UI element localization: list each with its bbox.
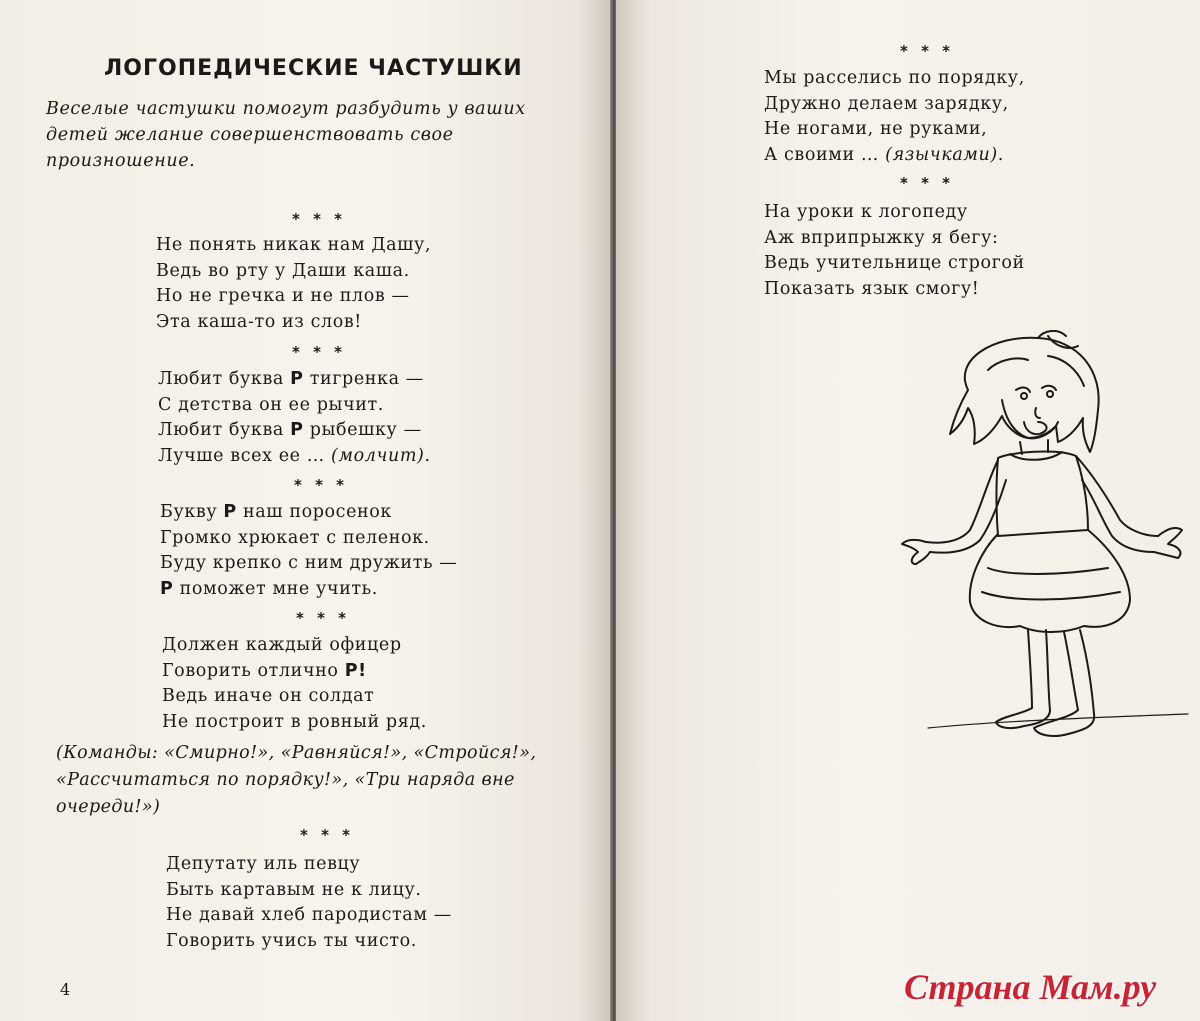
verse-text: наш поросенок xyxy=(236,502,392,522)
verse-line xyxy=(158,444,431,470)
verse-line: Не построит в ровный ряд. xyxy=(162,711,427,732)
verse-line xyxy=(158,418,431,444)
verse-line: Аж вприпрыжку я бегу: xyxy=(764,227,999,248)
verse-line: Мы расселись по порядку, xyxy=(764,68,1025,88)
stanza-separator: * * * xyxy=(294,476,348,494)
verse-line: На уроки к логопеду xyxy=(764,202,968,222)
verse-line: Но не гречка и не плов — xyxy=(156,286,410,306)
verse-line xyxy=(160,577,457,603)
page-title: ЛОГОПЕДИЧЕСКИЕ ЧАСТУШКИ xyxy=(104,56,523,81)
verse-text: поможет мне учить. xyxy=(173,578,378,599)
stanza-separator: * * * xyxy=(292,343,346,361)
verse-line: Громко хрюкает с пеленок. xyxy=(160,527,430,548)
verse-line: Дружно делаем зарядку, xyxy=(764,93,1009,114)
bold-letter: Р xyxy=(290,369,304,389)
italic-answer: (язычками) xyxy=(885,144,998,165)
stanza xyxy=(162,633,427,735)
site-watermark: Страна Мам.ру xyxy=(904,967,1157,1007)
verse-line: Не давай хлеб пародистам — xyxy=(166,905,452,925)
verse-line: Должен каждый офицер xyxy=(162,635,402,655)
verse-text: Любит буква xyxy=(158,420,291,440)
girl-illustration xyxy=(898,330,1198,750)
commands-note: (Команды: «Смирно!», «Равняйся!», «Стройся!», «Рассчитаться по порядку!», «Три наряда вне очереди!») xyxy=(56,743,537,817)
verse-line xyxy=(160,500,457,526)
verse-line xyxy=(764,143,1025,169)
verse-line: Ведь иначе он солдат xyxy=(162,686,375,706)
verse-text: Любит буква xyxy=(158,369,291,389)
stanza xyxy=(764,200,1025,302)
verse-line: С детства он ее рычит. xyxy=(158,394,384,415)
verse-line: Депутату иль певцу xyxy=(166,854,361,874)
verse-line xyxy=(162,659,427,685)
verse-text: рыбешку — xyxy=(303,420,422,440)
stanza-separator: * * * xyxy=(900,174,954,192)
verse-line: Показать язык смогу! xyxy=(764,278,980,299)
verse-line: Эта каша-то из слов! xyxy=(156,311,362,332)
verse-line: Быть картавым не к лицу. xyxy=(166,879,422,900)
verse-text: А своими … xyxy=(764,144,886,165)
stanza-separator: * * * xyxy=(296,609,350,627)
stanza xyxy=(166,852,452,954)
verse-line: Ведь учительнице строгой xyxy=(764,253,1025,273)
verse-line: Не ногами, не руками, xyxy=(764,119,988,139)
stanza-separator: * * * xyxy=(900,42,954,60)
verse-line: Буду крепко с ним дружить — xyxy=(160,553,458,573)
verse-text: Лучше всех ее … xyxy=(158,445,332,466)
bold-letter: Р xyxy=(223,502,237,522)
verse-line xyxy=(158,367,431,393)
verse-line: Говорить учись ты чисто. xyxy=(166,930,417,951)
verse-text: Букву xyxy=(160,502,224,522)
bold-letter: Р xyxy=(160,578,174,599)
verse-text: . xyxy=(424,445,431,466)
stanza xyxy=(156,233,431,335)
verse-line: Не понять никак нам Дашу, xyxy=(156,235,432,255)
stanza-separator: * * * xyxy=(300,826,354,844)
italic-answer: (молчит) xyxy=(331,445,425,466)
bold-letter: Р xyxy=(290,420,304,440)
intro-text: Веселые частушки помогут разбудить у ваших детей желание совершенствовать свое произношение. xyxy=(46,99,526,171)
stanza-separator: * * * xyxy=(292,210,346,228)
stanza xyxy=(160,500,457,602)
verse-text: . xyxy=(997,144,1004,165)
bold-letter: Р! xyxy=(344,660,367,681)
page-number: 4 xyxy=(60,980,71,999)
stanza xyxy=(158,367,431,469)
stanza xyxy=(764,66,1025,168)
verse-text: тигренка — xyxy=(303,369,424,389)
verse-line: Ведь во рту у Даши каша. xyxy=(156,260,410,281)
verse-text: Говорить отлично xyxy=(162,660,345,681)
